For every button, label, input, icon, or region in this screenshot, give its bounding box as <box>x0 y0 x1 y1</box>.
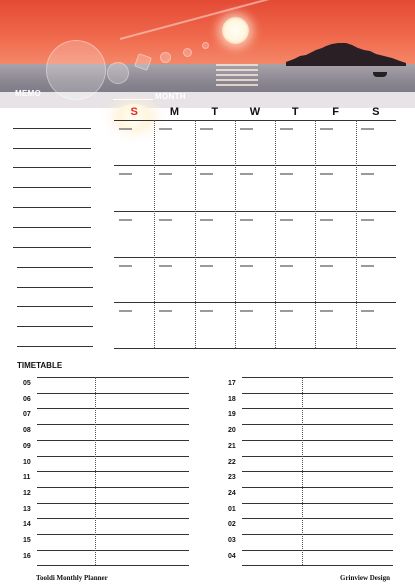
calendar-row-line <box>114 257 396 258</box>
memo-line[interactable] <box>13 227 91 228</box>
day-cell-date-slot[interactable] <box>159 173 172 175</box>
weekday-label: W <box>249 106 261 118</box>
calendar-row-line <box>114 120 396 121</box>
hour-label: 18 <box>228 395 236 403</box>
calendar-row-line <box>114 211 396 212</box>
footer-designer: Grinview Design <box>340 574 390 582</box>
calendar-row-line <box>114 302 396 303</box>
memo-line[interactable] <box>17 346 93 347</box>
hour-label: 15 <box>23 537 31 544</box>
memo-line[interactable] <box>13 128 91 129</box>
day-cell-date-slot[interactable] <box>280 310 293 312</box>
timetable-row[interactable] <box>23 487 189 503</box>
day-cell-date-slot[interactable] <box>200 128 213 130</box>
day-cell-date-slot[interactable] <box>361 128 374 130</box>
memo-line[interactable] <box>13 148 91 149</box>
day-cell-date-slot[interactable] <box>320 265 333 267</box>
header-banner <box>0 0 415 108</box>
day-cell-date-slot[interactable] <box>159 265 172 267</box>
hour-label: 16 <box>23 552 31 560</box>
timetable-row[interactable] <box>228 440 393 456</box>
day-cell-date-slot[interactable] <box>200 219 213 221</box>
timetable-row[interactable] <box>228 424 393 440</box>
timetable-row[interactable] <box>23 503 189 519</box>
sun <box>222 17 249 44</box>
day-cell-date-slot[interactable] <box>280 265 293 267</box>
timetable-row[interactable] <box>23 440 189 456</box>
hour-label: 14 <box>23 521 31 529</box>
lens-flare <box>160 52 171 63</box>
memo-line[interactable] <box>13 247 91 248</box>
month-label: MONTH <box>155 92 186 101</box>
timetable-column-divider <box>95 377 96 565</box>
memo-line[interactable] <box>17 267 93 268</box>
timetable-row[interactable] <box>23 393 189 409</box>
timetable-row[interactable] <box>228 534 393 550</box>
hour-label: 09 <box>23 442 31 450</box>
timetable-row[interactable] <box>228 487 393 503</box>
memo-line[interactable] <box>17 306 93 307</box>
hour-label: 06 <box>23 395 31 403</box>
calendar-column-divider <box>235 120 236 348</box>
sun-ray <box>120 0 275 40</box>
calendar-column-divider <box>315 120 316 348</box>
timetable-row[interactable] <box>23 534 189 550</box>
day-cell-date-slot[interactable] <box>240 128 253 130</box>
hour-label: 20 <box>228 427 236 435</box>
hour-label: 12 <box>23 489 31 497</box>
memo-line[interactable] <box>13 187 91 188</box>
weekday-label: T <box>291 106 299 118</box>
calendar-row-line <box>114 165 396 166</box>
day-cell-date-slot[interactable] <box>159 310 172 312</box>
hour-label: 07 <box>23 411 31 419</box>
day-cell-date-slot[interactable] <box>240 173 253 175</box>
memo-label: MEMO <box>15 89 42 98</box>
day-cell-date-slot[interactable] <box>119 265 132 267</box>
hour-label: 03 <box>228 537 236 544</box>
weekday-label: M <box>169 106 180 118</box>
day-cell-date-slot[interactable] <box>320 128 333 130</box>
island-silhouette <box>286 40 406 66</box>
weekday-label: S <box>114 104 154 131</box>
day-cell-date-slot[interactable] <box>361 265 374 267</box>
calendar-column-divider <box>356 120 357 348</box>
calendar-column-divider <box>275 120 276 348</box>
day-cell-date-slot[interactable] <box>280 173 293 175</box>
day-cell-date-slot[interactable] <box>361 219 374 221</box>
day-cell-date-slot[interactable] <box>159 128 172 130</box>
boat <box>373 72 387 77</box>
hour-label: 13 <box>23 505 31 513</box>
memo-line[interactable] <box>13 207 91 208</box>
timetable-row[interactable] <box>228 471 393 487</box>
day-cell-date-slot[interactable] <box>200 173 213 175</box>
day-cell-date-slot[interactable] <box>320 173 333 175</box>
timetable-row[interactable] <box>228 377 393 393</box>
timetable-row-line <box>37 565 189 566</box>
hour-label: 01 <box>228 505 236 513</box>
timetable-row[interactable] <box>228 518 393 534</box>
weekday-label: T <box>211 106 219 118</box>
timetable-row[interactable] <box>23 424 189 440</box>
hour-label: 19 <box>228 411 236 419</box>
timetable-column-divider <box>302 377 303 565</box>
day-cell-date-slot[interactable] <box>280 219 293 221</box>
hour-label: 11 <box>23 474 31 482</box>
weekday-label: S <box>372 106 380 118</box>
memo-line[interactable] <box>13 167 91 168</box>
memo-line[interactable] <box>17 326 93 327</box>
timetable-row[interactable] <box>23 408 189 424</box>
timetable-row[interactable] <box>228 393 393 409</box>
day-cell-date-slot[interactable] <box>119 173 132 175</box>
timetable-row-line <box>242 565 393 566</box>
day-cell-date-slot[interactable] <box>361 310 374 312</box>
day-cell-date-slot[interactable] <box>200 310 213 312</box>
lens-flare <box>46 40 106 100</box>
lens-flare <box>202 42 209 49</box>
day-cell-date-slot[interactable] <box>320 310 333 312</box>
weekday-header <box>114 104 396 120</box>
sun-reflection <box>216 64 258 86</box>
calendar-row-line <box>114 348 396 349</box>
calendar-column-divider <box>154 120 155 348</box>
timetable-row[interactable] <box>23 518 189 534</box>
memo-line[interactable] <box>17 287 93 288</box>
timetable-row[interactable] <box>23 471 189 487</box>
day-cell-date-slot[interactable] <box>159 219 172 221</box>
lens-flare <box>183 48 192 57</box>
day-cell-date-slot[interactable] <box>280 128 293 130</box>
lens-flare <box>107 62 129 84</box>
day-cell-date-slot[interactable] <box>240 219 253 221</box>
day-cell-date-slot[interactable] <box>240 310 253 312</box>
timetable-row[interactable] <box>228 456 393 472</box>
timetable-row[interactable] <box>23 377 189 393</box>
hour-label: 08 <box>23 427 31 435</box>
weekday-label: F <box>332 106 339 118</box>
hour-label: 02 <box>228 521 236 529</box>
day-cell-date-slot[interactable] <box>119 128 132 130</box>
timetable-row[interactable] <box>23 456 189 472</box>
timetable-row[interactable] <box>228 503 393 519</box>
calendar-column-divider <box>195 120 196 348</box>
day-cell-date-slot[interactable] <box>119 310 132 312</box>
hour-label: 04 <box>228 552 236 560</box>
day-cell-date-slot[interactable] <box>320 219 333 221</box>
hour-label: 05 <box>23 380 31 387</box>
timetable-row[interactable] <box>228 408 393 424</box>
hour-label: 23 <box>228 474 236 482</box>
timetable-row[interactable] <box>228 550 393 566</box>
hour-label: 10 <box>23 458 31 466</box>
footer-planner-name: Tooldi Monthly Planner <box>36 574 108 582</box>
hour-label: 22 <box>228 458 236 466</box>
day-cell-date-slot[interactable] <box>361 173 374 175</box>
timetable-row[interactable] <box>23 550 189 566</box>
day-cell-date-slot[interactable] <box>119 219 132 221</box>
hour-label: 24 <box>228 489 236 497</box>
hour-label: 17 <box>228 380 236 387</box>
hour-label: 21 <box>228 442 236 450</box>
month-underline <box>113 99 153 100</box>
timetable-title: TIMETABLE <box>17 361 63 370</box>
day-cell-date-slot[interactable] <box>200 265 213 267</box>
day-cell-date-slot[interactable] <box>240 265 253 267</box>
